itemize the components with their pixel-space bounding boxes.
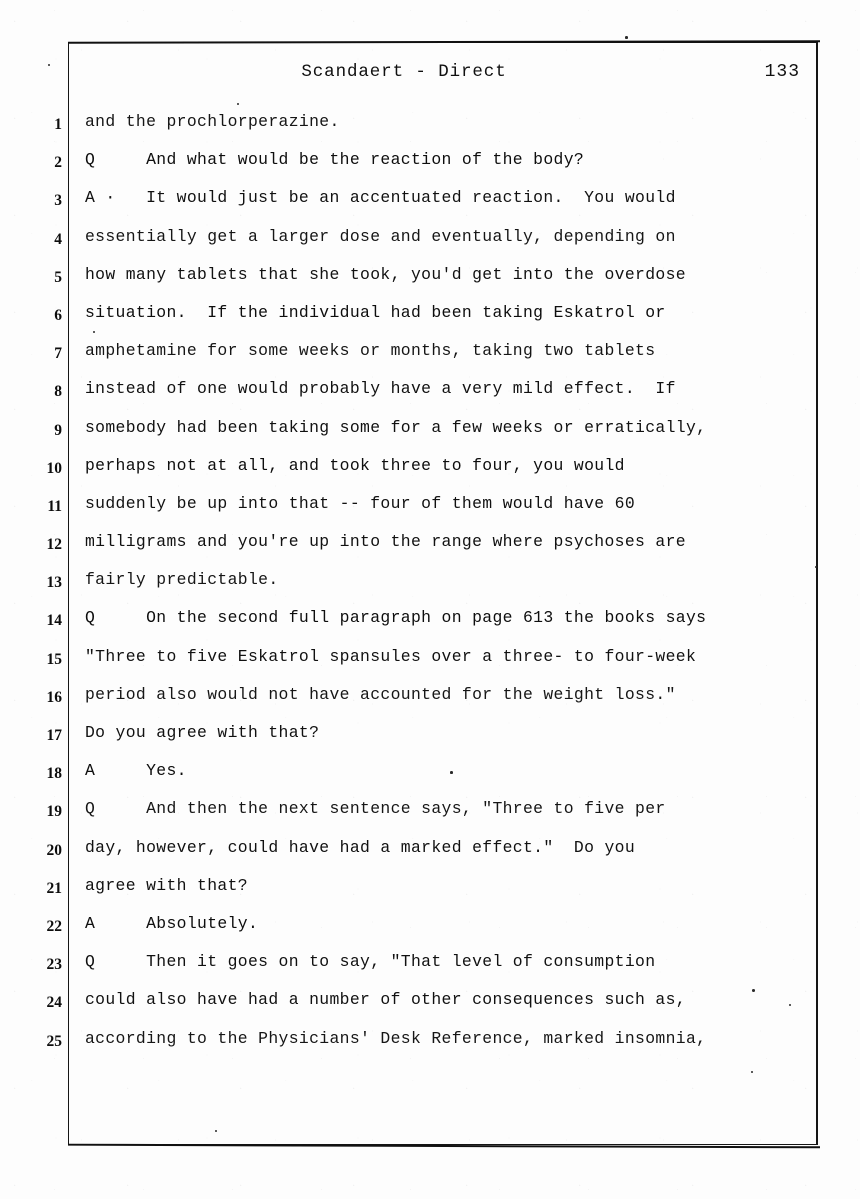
transcript-body [0,110,860,1065]
line-text: Q And what would be the reaction of the body? [85,150,585,170]
line-number: 21 [46,879,62,897]
case-caption: Scandaert - Direct [301,62,507,82]
transcript-line [0,110,860,148]
line-number: 17 [46,727,62,744]
line-text: suddenly be up into that -- four of them would have 60 [85,493,636,513]
line-number: 2 [54,154,62,172]
line-number: 14 [46,612,62,630]
line-text: A · It would just be an accentuated reaction. You would [85,188,676,208]
transcript-line [0,721,860,759]
line-text: situation. If the individual had been taking Eskatrol or [85,302,666,322]
line-text: and the prochlorperazine. [85,112,340,131]
transcript-line [0,263,860,301]
scan-speck [48,64,50,66]
line-number: 19 [46,803,62,821]
page-number: 133 [764,62,800,82]
line-number: 23 [46,956,62,974]
line-text: how many tablets that she took, you'd get into the overdose [85,264,686,284]
line-number: 5 [54,268,62,286]
transcript-line [0,874,860,912]
line-text: fairly predictable. [85,570,279,590]
line-number: 20 [46,841,62,859]
line-number: 4 [54,230,62,248]
line-text: could also have had a number of other consequences such as, [85,990,686,1010]
transcript-line [0,416,860,454]
transcript-line [0,186,860,224]
line-text: according to the Physicians' Desk Reference, marked insomnia, [85,1028,707,1048]
transcript-line [0,530,860,568]
line-text: perhaps not at all, and took three to four, you would [85,455,625,475]
line-number: 18 [46,765,62,783]
line-number: 11 [47,497,62,515]
line-text: day, however, could have had a marked effect." Do you [85,837,636,857]
line-number: 8 [54,383,62,401]
transcript-line [0,606,860,644]
transcript-line [0,988,860,1026]
transcript-line [0,645,860,683]
line-text: A Absolutely. [85,913,259,933]
line-number: 3 [54,192,62,210]
line-text: instead of one would probably have a very mild effect. If [85,379,676,399]
line-number: 9 [54,421,62,439]
line-number: 25 [46,1032,62,1050]
transcript-line [0,225,860,263]
transcript-line [0,797,860,835]
line-number: 15 [46,650,62,668]
line-number: 6 [54,306,62,324]
line-text: essentially get a larger dose and eventually, depending on [85,226,676,246]
line-number: 1 [54,116,62,133]
transcript-line [0,950,860,988]
line-text: A Yes. [85,761,187,781]
transcript-line [0,912,860,950]
line-number: 7 [54,345,62,363]
line-text: Q Then it goes on to say, "That level of consumption [85,952,656,972]
transcript-line [0,148,860,186]
transcript-line [0,454,860,492]
transcript-line [0,377,860,415]
page-header [68,62,818,90]
line-text: agree with that? [85,875,248,895]
transcript-line [0,301,860,339]
line-number: 16 [46,688,62,706]
transcript-line [0,492,860,530]
transcript-line [0,759,860,797]
line-text: somebody had been taking some for a few weeks or erratically, [85,417,707,437]
line-text: milligrams and you're up into the range where psychoses are [85,532,686,552]
line-text: Q On the second full paragraph on page 613 the books says [85,608,707,628]
line-number: 12 [46,536,62,554]
line-number: 10 [46,459,62,477]
line-number: 13 [46,574,62,592]
line-text: "Three to five Eskatrol spansules over a three- to four-week [85,646,697,666]
line-number: 22 [46,917,62,935]
line-text: amphetamine for some weeks or months, taking two tablets [85,341,656,361]
line-number: 24 [46,994,62,1012]
transcript-line [0,568,860,606]
line-text: Q And then the next sentence says, "Three to five per [85,799,666,819]
transcript-line [0,683,860,721]
transcript-line [0,339,860,377]
line-text: Do you agree with that? [85,723,320,742]
transcript-line [0,836,860,874]
scan-speck [625,36,628,39]
transcript-line [0,1027,860,1065]
line-text: period also would not have accounted for the weight loss." [85,684,676,704]
